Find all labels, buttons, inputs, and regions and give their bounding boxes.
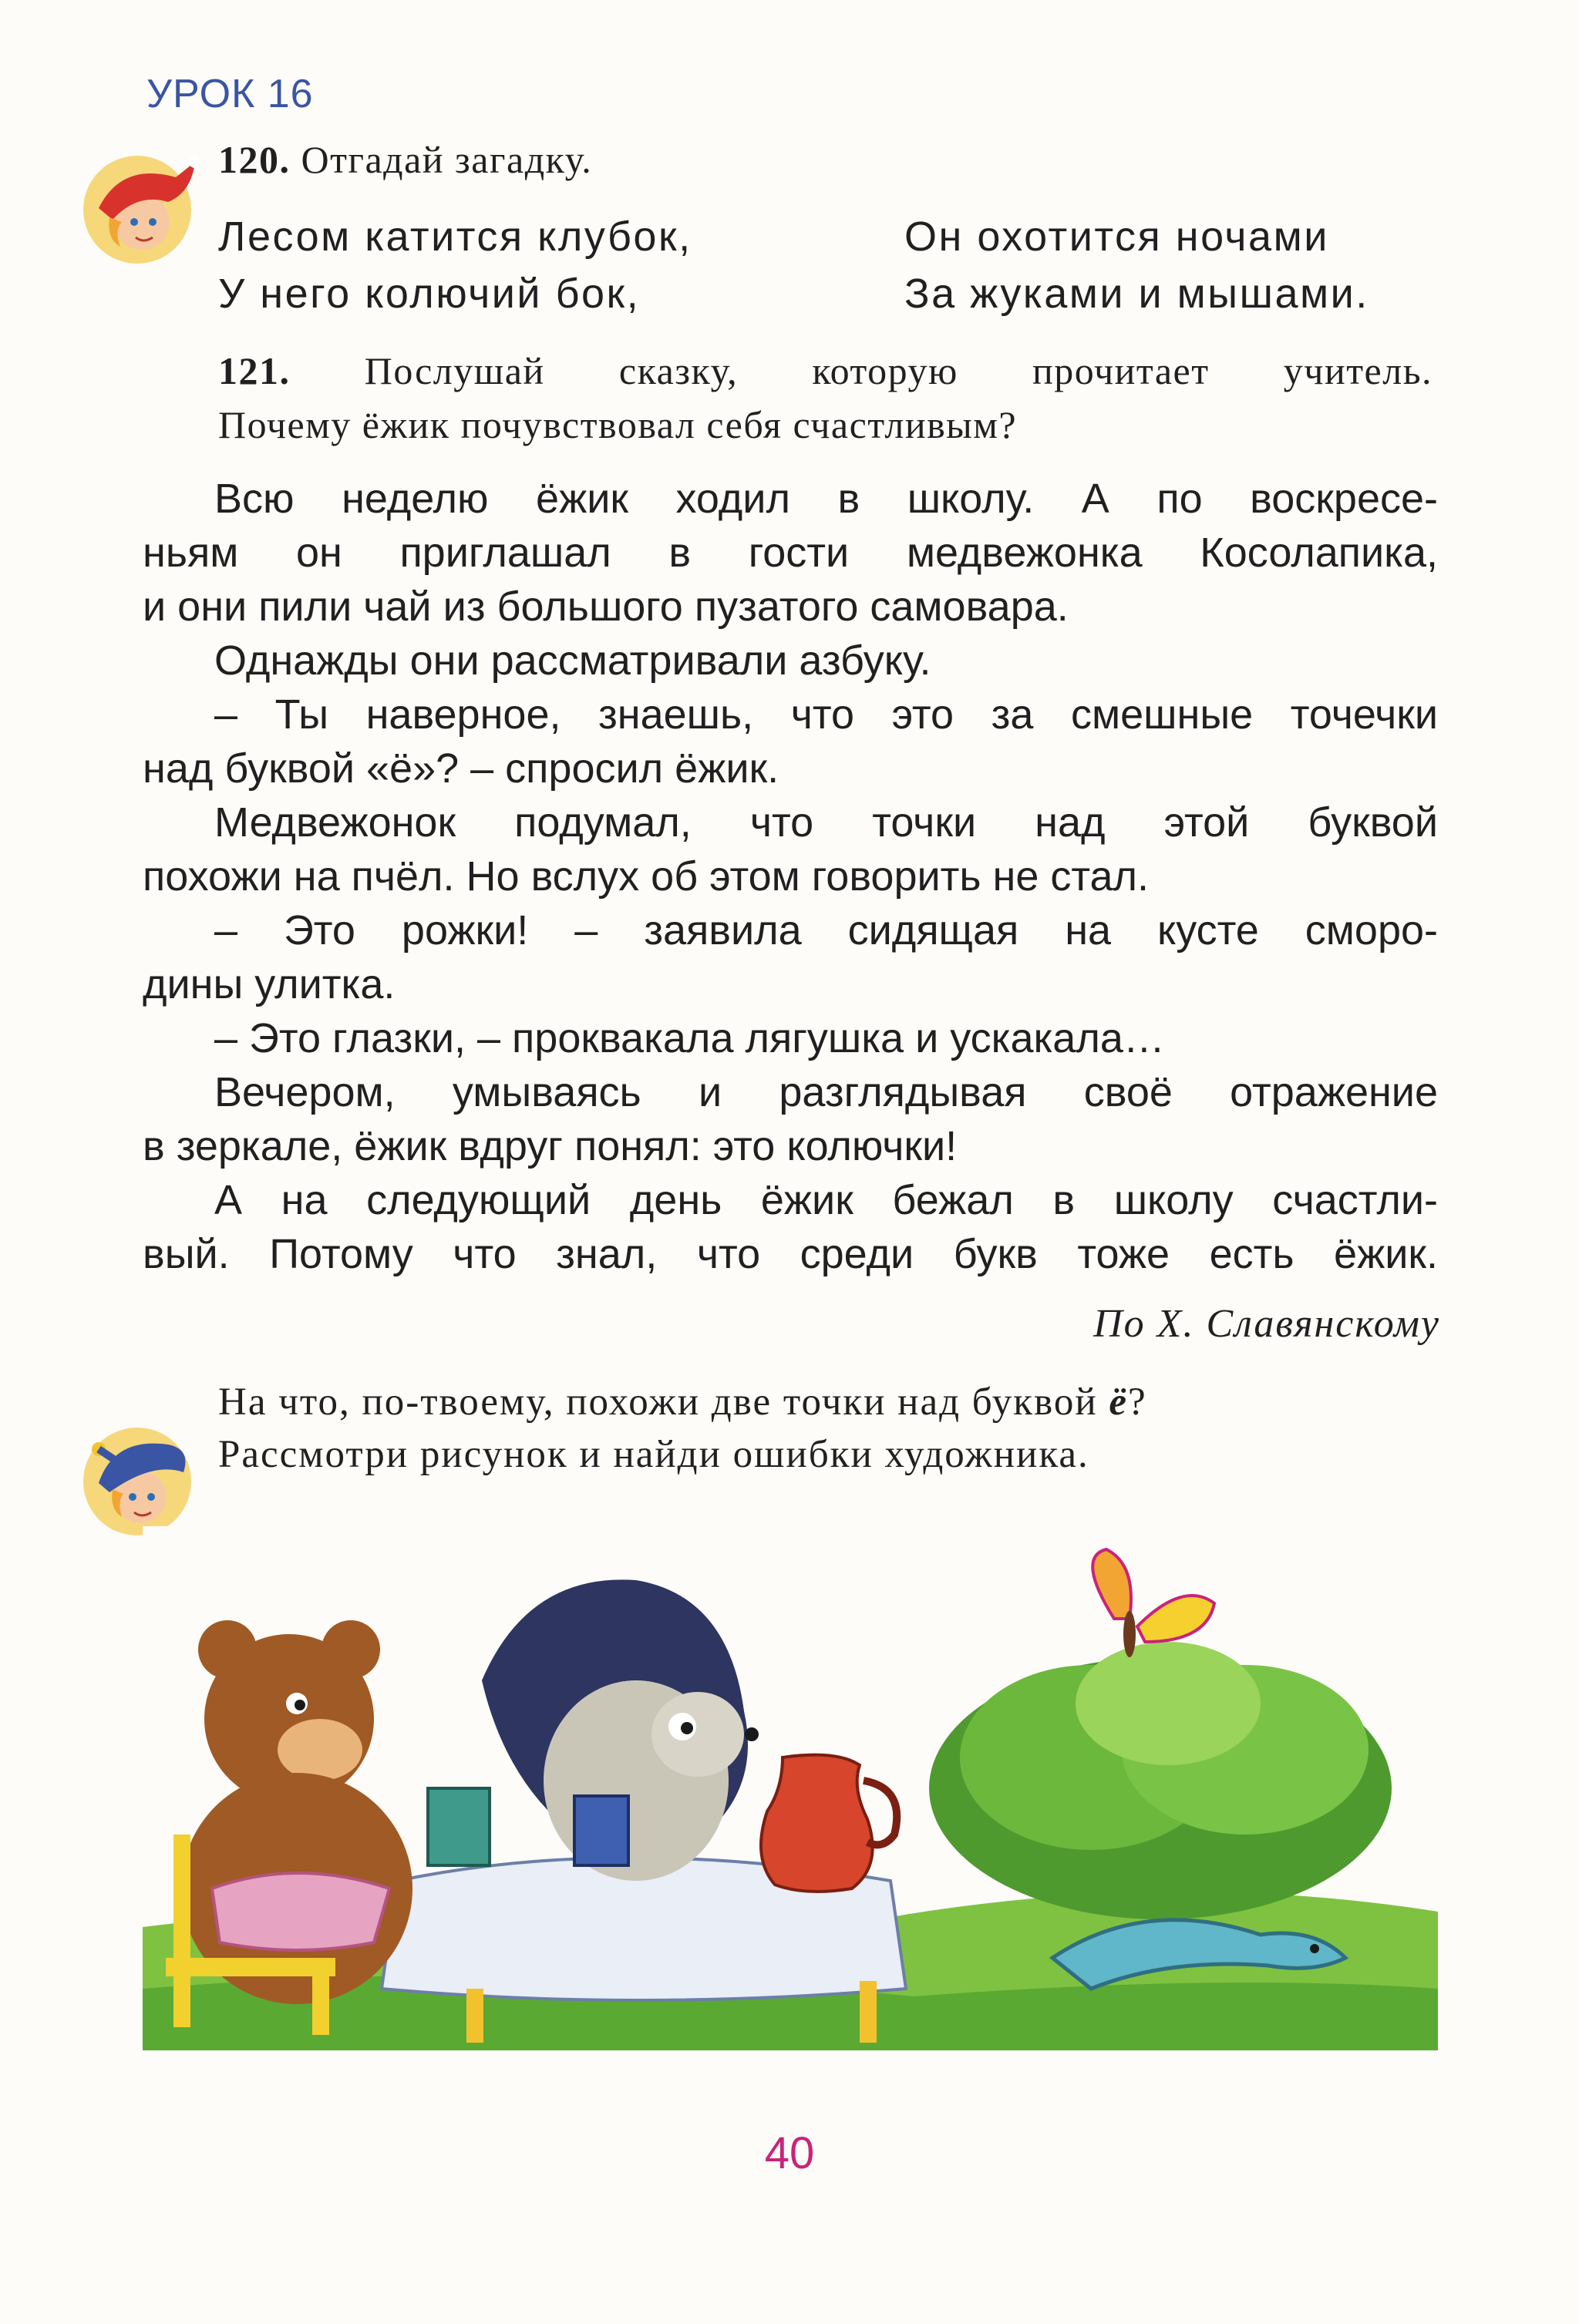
bear-hedgehog-illustration xyxy=(143,1526,1438,2050)
story-line: над буквой «ё»? – спросил ёжик. xyxy=(143,745,779,792)
story-line: Медвежонок подумал, что точки над этой буквой xyxy=(214,799,1438,846)
riddle-line: Он охотится ночами xyxy=(904,214,1329,260)
lesson-heading: УРОК 16 xyxy=(146,72,314,116)
story-line: А на следующий день ёжик бежал в школу счастли- xyxy=(214,1177,1438,1223)
question-mark: ? xyxy=(1128,1381,1147,1424)
story-line: вый. Потому что знал, что среди букв тоже есть ёжик. xyxy=(143,1231,1438,1277)
question-text: На что, по-твоему, похожи две точки над буквой xyxy=(218,1381,1109,1424)
riddle-line: У него колючий бок, xyxy=(218,271,641,317)
page-number: 40 xyxy=(764,2128,815,2178)
riddle-line: Лесом катится клубок, xyxy=(218,214,692,260)
riddle-right-column xyxy=(904,208,1369,322)
story-line: – Это рожки! – заявила сидящая на кусте сморо- xyxy=(214,907,1438,953)
task-instruction: Отгадай загадку. xyxy=(301,138,593,181)
story-line: – Это глазки, – проквакала лягушка и ускакала… xyxy=(214,1015,1165,1061)
story-line: похожи на пчёл. Но вслух об этом говорить не стал. xyxy=(143,853,1150,900)
task-number: 121. xyxy=(218,349,291,392)
story-line: дины улитка. xyxy=(143,961,396,1007)
task-120-heading xyxy=(218,137,592,182)
task-121-instruction-line2: Почему ёжик почувствовал себя счастливым? xyxy=(218,403,1018,446)
girl-red-hat-icon xyxy=(76,146,199,270)
letter-yo: ё xyxy=(1109,1381,1129,1424)
boy-blue-hat-icon xyxy=(76,1418,199,1542)
story-line: и они пили чай из большого пузатого самовара. xyxy=(143,584,1069,630)
story-line: Однажды они рассматривали азбуку. xyxy=(214,637,931,684)
question-line2: Рассмотри рисунок и найди ошибки художника. xyxy=(218,1433,1089,1476)
story-line: – Ты наверное, знаешь, что это за смешные точечки xyxy=(214,691,1438,738)
question-line1 xyxy=(218,1380,1147,1424)
story-line: Вечером, умываясь и разглядывая своё отражение xyxy=(214,1069,1438,1115)
story-line: ньям он приглашал в гости медвежонка Косолапика, xyxy=(143,530,1438,576)
story-text xyxy=(143,472,1438,1281)
task-instruction: Послушай сказку, которую прочитает учитель. xyxy=(364,349,1433,392)
riddle-left-column xyxy=(218,208,692,322)
task-121-heading xyxy=(218,348,1433,393)
story-line: Всю неделю ёжик ходил в школу. А по воскресе- xyxy=(214,476,1438,522)
riddle-line: За жуками и мышами. xyxy=(904,271,1369,317)
story-line: в зеркале, ёжик вдруг понял: это колючки! xyxy=(143,1123,958,1169)
story-author: По Х. Славянскому xyxy=(1093,1302,1440,1346)
task-number: 120. xyxy=(218,138,291,181)
